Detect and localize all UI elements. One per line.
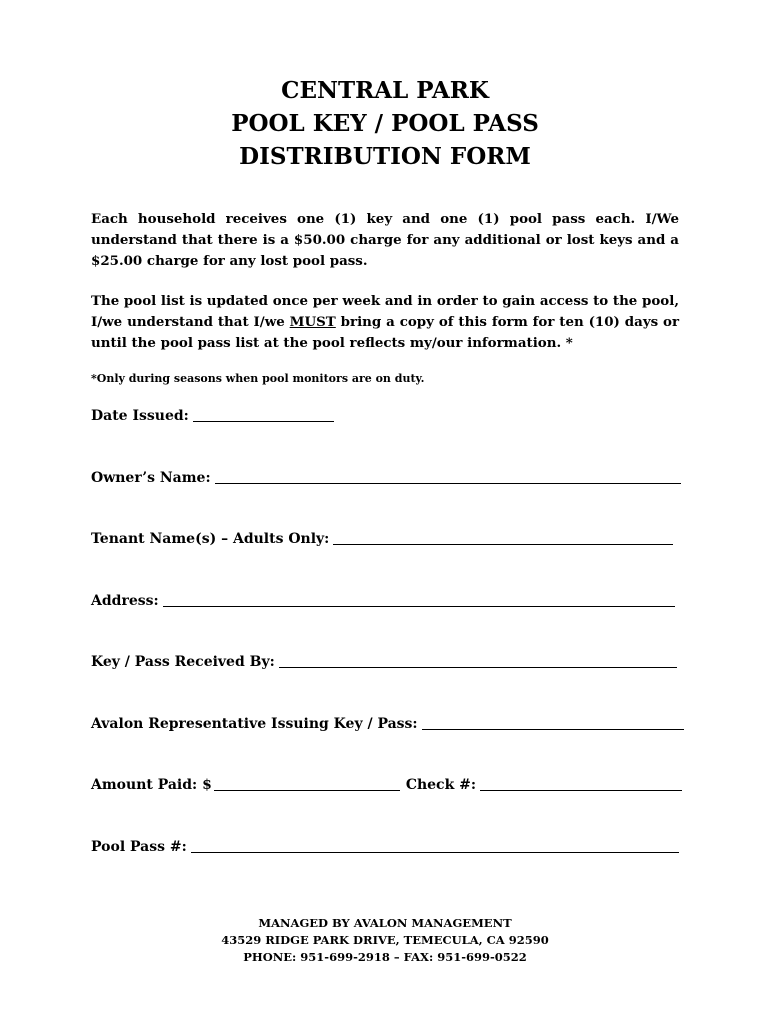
- must-emphasis: MUST: [289, 314, 336, 330]
- address-row: [91, 590, 675, 610]
- title-line-2: POOL KEY / POOL PASS: [231, 110, 539, 137]
- title-line-1: CENTRAL PARK: [281, 77, 489, 104]
- footer-management: MANAGED BY AVALON MANAGEMENT: [258, 916, 512, 930]
- address-label: Address:: [91, 593, 159, 609]
- owners-name-field[interactable]: [215, 469, 681, 484]
- payment-row: [91, 774, 682, 794]
- footer-phone-fax: PHONE: 951-699-2918 – FAX: 951-699-0522: [243, 950, 527, 964]
- address-field[interactable]: [163, 592, 675, 607]
- pool-pass-number-field[interactable]: [191, 838, 679, 853]
- received-by-field[interactable]: [279, 653, 677, 668]
- date-issued-field[interactable]: [193, 407, 334, 422]
- pool-list-text-after: bring a copy of this form for ten (10) days or until the pool pass list at the pool reflects my/our information. *: [91, 314, 680, 351]
- season-footnote: *Only during seasons when pool monitors are on duty.: [91, 372, 425, 385]
- pool-list-text-before: The pool list is updated once per week and in order to gain access to the pool, I/we understand that I/we: [91, 293, 679, 330]
- household-policy-paragraph: Each household receives one (1) key and one (1) pool pass each. I/We understand that there is a $50.00 charge for any additional or lost keys and a $25.00 charge for any lost pool pass.: [91, 211, 679, 269]
- title-line-3: DISTRIBUTION FORM: [239, 143, 531, 170]
- pool-list-paragraph: [91, 291, 679, 354]
- owners-name-label: Owner’s Name:: [91, 470, 211, 486]
- tenant-names-row: [91, 528, 673, 548]
- date-issued-label: Date Issued:: [91, 408, 189, 424]
- amount-paid-field[interactable]: [214, 776, 400, 791]
- received-by-row: [91, 651, 677, 671]
- form-title: [0, 74, 770, 173]
- footer-address: 43529 RIDGE PARK DRIVE, TEMECULA, CA 92590: [221, 933, 549, 947]
- representative-field[interactable]: [422, 715, 684, 730]
- date-issued-row: [91, 405, 334, 425]
- representative-row: [91, 713, 684, 733]
- owners-name-row: [91, 467, 681, 487]
- representative-label: Avalon Representative Issuing Key / Pass:: [91, 716, 418, 732]
- check-number-field[interactable]: [480, 776, 682, 791]
- tenant-names-label: Tenant Name(s) – Adults Only:: [91, 531, 330, 547]
- management-footer: [0, 915, 770, 966]
- pool-pass-number-label: Pool Pass #:: [91, 839, 187, 855]
- tenant-names-field[interactable]: [333, 530, 673, 545]
- check-number-label: Check #:: [405, 777, 477, 793]
- amount-paid-label: Amount Paid: $: [91, 777, 212, 793]
- received-by-label: Key / Pass Received By:: [91, 654, 275, 670]
- pool-pass-row: [91, 836, 679, 856]
